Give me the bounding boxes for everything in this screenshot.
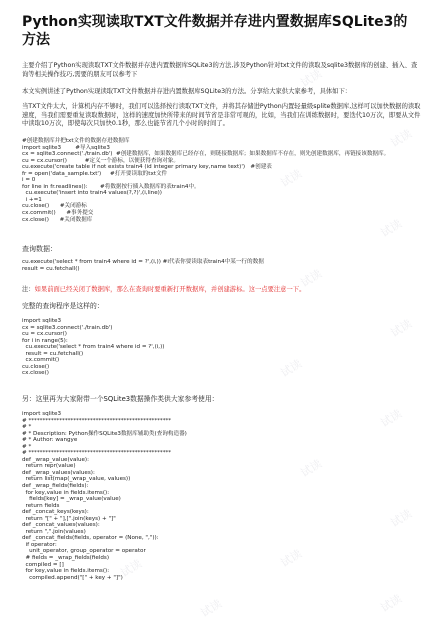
code-line: import sqlite3 xyxy=(22,318,62,324)
code-line: cx.commit() #事务提交 xyxy=(22,210,94,217)
code-line: result = cu.fetchall() xyxy=(22,350,84,357)
code-line: for key,value in fields.items(): xyxy=(22,568,110,575)
code-line: return fields xyxy=(22,502,60,509)
watermark-mark: 试读 xyxy=(298,267,325,290)
watermark-mark: 试读 xyxy=(298,457,325,480)
code-line: # * Description: Python操作SQLite3数据库辅助类(查询构造器) xyxy=(22,430,187,437)
code-line: for key,value in fields.items(): xyxy=(22,489,110,496)
code-line: for i in range(5): xyxy=(22,337,68,344)
watermark-mark: 试读 xyxy=(388,317,415,340)
watermark-mark: 试读 xyxy=(388,507,415,530)
code-line: # * xyxy=(22,443,32,450)
code-line: def _wrap_fields(fields): xyxy=(22,483,89,490)
code-line: compiled = [] xyxy=(22,561,64,568)
watermark-mark: 试读 xyxy=(298,67,325,90)
code-line: cu = cx.cursor() #定义一个游标，以便获得查询对象。 xyxy=(22,157,179,164)
code-line: cu.execute('insert into train4 values(?,?)',(i,line)) xyxy=(22,190,162,197)
code-line: # * xyxy=(22,424,32,431)
code-line: cx.commit() xyxy=(22,357,60,364)
code-line: cu.execute('select * from train4 where id = ?',(i,)) xyxy=(22,344,165,351)
full-query-heading: 完整的查询程序是这样的： xyxy=(22,302,104,310)
code-line: unit_operator, group_operator = operator xyxy=(22,548,146,555)
watermark-mark: 试读 xyxy=(378,592,405,615)
code-block-helper-class xyxy=(22,411,422,581)
code-line: # fields = _wrap_fields(fields) xyxy=(22,555,110,562)
code-line: return list(map(_wrap_value, values)) xyxy=(22,476,131,483)
watermark-mark: 试读 xyxy=(118,557,145,580)
code-line: # *************************************************** xyxy=(22,417,172,424)
code-line: for line in fr.readlines(): #将数据按行插入数据库的表train4中。 xyxy=(22,183,200,190)
code-line: cu.close() #关闭游标 xyxy=(22,203,87,210)
watermark-mark: 试读 xyxy=(378,407,405,430)
code-line: def _concat_values(values): xyxy=(22,522,100,529)
code-line: fr = open('data_sample.txt') #打开要读取的txt文件 xyxy=(22,170,168,177)
code-line: cu = cx.cursor() xyxy=(22,331,67,338)
watermark-mark: 试读 xyxy=(378,217,405,240)
code-line: cx = sqlite3.connect('./train.db') #创建数据库，如果数据库已经存在，则链接数据库；如果数据库不存在，则先创建数据库，再链接该数据库。 xyxy=(22,151,390,158)
code-line: import sqlite3 xyxy=(22,411,62,417)
extra-heading: 另：这里再为大家附带一个SQLite3数据操作类供大家参考使用： xyxy=(22,395,219,403)
query-heading: 查询数据： xyxy=(22,245,57,253)
watermark-mark: 试读 xyxy=(278,167,305,190)
code-line: def _wrap_value(value): xyxy=(22,456,89,463)
body-paragraph: 当TXT文件太大，计算机内存不够时，我们可以选择按行读取TXT文件，并将其存储进Python内置轻量级splite数据库,这样可以加快数据的读取速度，当我们需要重复读取数据时，这样的速度加快所带来的时间节省是非常可观的，比如，当我们在训练数据时，要迭代10万次，即要从文件中读取10万次，即使每次只加快0.1秒，那么也能节省几个小时的时间了。 xyxy=(22,103,421,128)
note-line xyxy=(22,286,422,295)
code-line: def _concat_keys(keys): xyxy=(22,509,89,516)
code-line: cu.execute('create table if not exists train4 (id integer primary key,name text)') #创建表 xyxy=(22,164,272,171)
code-line: i +=1 xyxy=(22,196,42,203)
code-line: return repr(value) xyxy=(22,463,76,470)
code-line: # * Author: wangye xyxy=(22,437,78,444)
code-line: cx.close() xyxy=(22,370,49,377)
watermark-mark: 试读 xyxy=(278,357,305,380)
code-line: def _concat_fields(fields, operator = (None, ",")): xyxy=(22,535,159,542)
code-line: i = 0 xyxy=(22,177,36,184)
watermark-mark: 试读 xyxy=(388,127,415,150)
code-line: # *************************************************** xyxy=(22,450,172,457)
code-line: if operator: xyxy=(22,541,57,548)
code-line: cu.close() xyxy=(22,363,50,370)
code-line: cu.execute('select * from train4 where id = ?',(i,)) #i代表你要读取表train4中某一行的数据 xyxy=(22,259,264,265)
code-line: import sqlite3 #导入sqlite3 xyxy=(22,144,110,151)
watermark-mark: 试读 xyxy=(198,597,225,620)
code-line: fields[key] = _wrap_value(value) xyxy=(22,496,121,503)
note-prefix: 注： xyxy=(22,286,35,293)
code-line: result = cu.fetchall() xyxy=(22,265,80,272)
code-line: return ",".join(values) xyxy=(22,528,86,535)
lead-paragraph: 本文实例讲述了Python实现读取TXT文件数据并存进内置数据库SQLite3的方法。分享给大家供大家参考，具体如下： xyxy=(22,88,352,95)
code-line: cx.close() #关闭数据库 xyxy=(22,216,93,223)
code-line: return "[" + "],[".join(keys) + "]" xyxy=(22,515,116,522)
code-line: #创建数据库并把txt文件的数据存进数据库 xyxy=(22,138,130,144)
code-line: def _wrap_values(values): xyxy=(22,469,95,476)
intro-paragraph: 主要介绍了Python实现读取TXT文件数据并存进内置数据库SQLite3的方法,涉及Python针对txt文件的读取及sqlite3数据库的创建、插入、查询等相关操作技巧,需要的朋友可以参考下 xyxy=(22,62,418,78)
watermark-mark: 试读 xyxy=(278,547,305,570)
code-block-full-query xyxy=(22,318,422,377)
page-title: Python实现读取TXT文件数据并存进内置数据库SQLite3的方法 xyxy=(22,14,408,48)
code-line: compiled.append("[" + key + "]") xyxy=(22,574,123,581)
note-text: 如果前面已经关闭了数据库，那么在查询时要重新打开数据库，并创建游标。这一点要注意一下。 xyxy=(34,286,306,293)
code-block-query xyxy=(22,259,422,272)
code-block-create xyxy=(22,138,422,223)
code-line: cx = sqlite3.connect('./train.db') xyxy=(22,324,113,331)
